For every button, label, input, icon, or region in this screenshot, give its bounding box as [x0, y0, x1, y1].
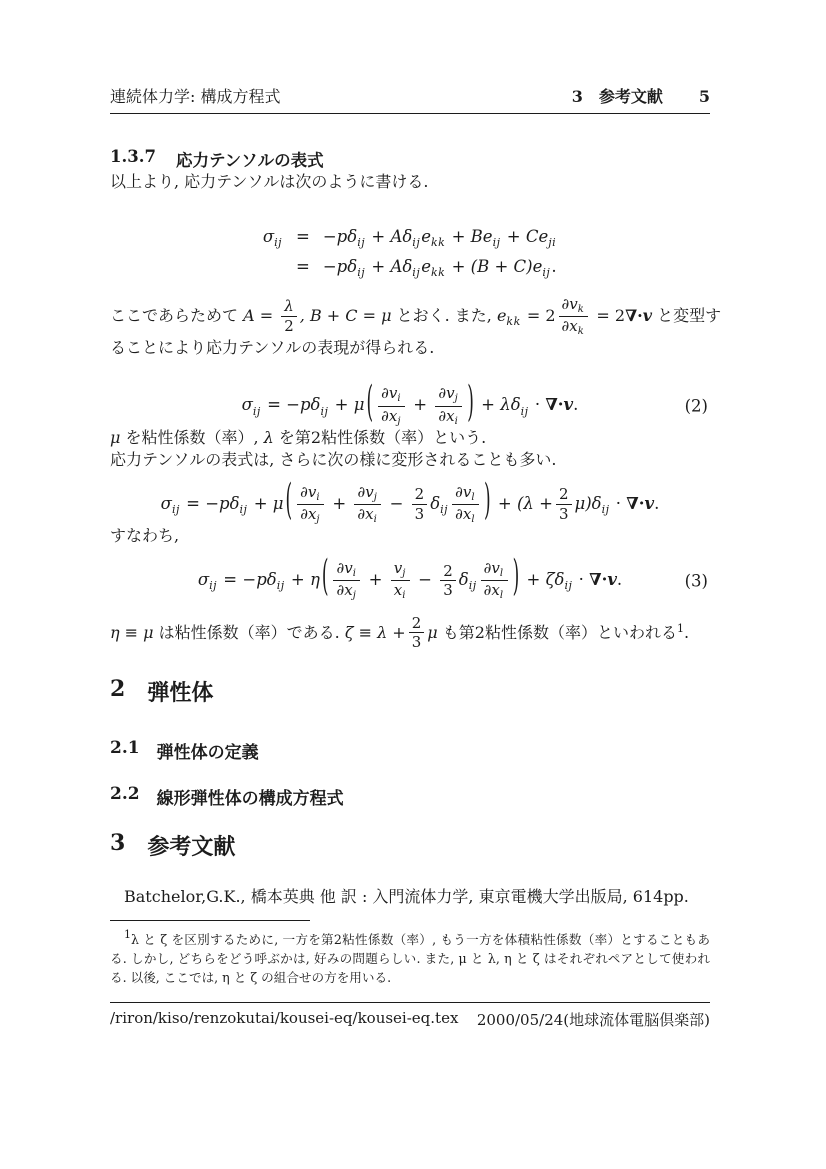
math-run: + Be: [446, 227, 493, 246]
nabla-operator: ∇·: [625, 306, 643, 326]
math-run: μ)δ: [574, 493, 602, 513]
math-op: +: [363, 570, 388, 590]
fraction-denominator: 3: [411, 633, 422, 652]
math-run: ∂v: [381, 384, 398, 403]
paragraph-4: 応力テンソルの表式は, さらに次の様に変形されることも多い.: [110, 449, 557, 469]
math-op: −: [412, 570, 438, 590]
text-run: ここであらためて: [110, 306, 244, 326]
math-sub: kk: [431, 266, 446, 279]
math-fraction: [378, 385, 405, 426]
math-sub: ij: [412, 236, 421, 249]
heading-number: 3: [110, 830, 126, 857]
math-sub: l: [499, 568, 504, 580]
section-heading-3: [110, 830, 710, 861]
math-op: ·: [573, 570, 590, 590]
header-rule: [110, 113, 710, 114]
math-rel: =: [218, 570, 243, 590]
math-sub: ij: [357, 236, 366, 249]
math-run: + Aδ: [366, 227, 413, 246]
fraction-denominator: 3: [443, 581, 453, 600]
text-run: と変型す: [652, 306, 722, 326]
text-run: は粘性係数（率）である.: [153, 622, 345, 642]
math-op: ·: [529, 395, 546, 415]
fraction-numerator: [297, 484, 324, 505]
math-run: ∂v: [483, 559, 500, 578]
math-sub: i: [352, 568, 357, 580]
fraction-denominator: [354, 505, 381, 525]
math-run: ∂x: [336, 581, 353, 600]
right-paren: ): [512, 552, 520, 602]
fraction-denominator: 2: [284, 317, 294, 336]
fraction-numerator: [452, 484, 479, 505]
heading-title: 応力テンソルの表式: [175, 151, 324, 170]
text-run: を第2粘性係数（率）という.: [273, 427, 487, 447]
math-run: ∂x: [300, 504, 317, 523]
header-doc-title: 連続体力学: 構成方程式: [110, 87, 281, 106]
math-run: −pδ: [242, 570, 277, 590]
math-run: .: [551, 257, 557, 276]
math-sub: j: [316, 513, 321, 525]
footnote-rule: [110, 920, 310, 921]
math-run: + (B + C)e: [446, 257, 543, 276]
fraction-numerator: [333, 560, 360, 581]
equation-tag: (3): [684, 571, 708, 591]
math-run: e: [421, 227, 431, 246]
heading-number: 1.3.7: [110, 147, 156, 166]
vector-v: v: [607, 570, 617, 590]
nabla-operator: ∇·: [589, 570, 608, 590]
math-run: x: [393, 581, 403, 600]
text-run: .: [683, 622, 690, 642]
math-fraction: [481, 560, 508, 601]
nabla-operator: ∇·: [626, 493, 645, 513]
heading-title: 参考文献: [147, 834, 236, 861]
fraction-denominator: [297, 505, 324, 525]
math-sub: ij: [320, 404, 329, 418]
eq-lhs: [263, 223, 283, 253]
footnote-number: 1: [124, 928, 131, 942]
math-run: ∂v: [300, 482, 317, 501]
math-run: A: [243, 306, 255, 326]
math-run: .: [654, 493, 660, 513]
math-run: + (λ +: [492, 493, 553, 513]
subsection-heading-22: [110, 784, 710, 809]
math-sub: i: [397, 393, 402, 405]
equation-2: [110, 378, 710, 428]
equation-array-1: [263, 223, 557, 283]
footnote-text: λ と ζ を区別するために, 一方を第2粘性係数（率）, もう一方を体積粘性係数（率）とすることもある. しかし, どちらをどう呼ぶかは, 好みの問題らしい. また, μ と λ, η と ζ はそれぞれペアとして使われる. 以後, ここでは, η と ζ の組合せの方を用いる.: [110, 932, 710, 986]
vector-v: v: [642, 306, 653, 326]
subsection-heading-21: [110, 738, 710, 763]
left-paren: (: [366, 378, 374, 428]
math-sub: ij: [252, 404, 261, 418]
math-run: −pδ: [322, 227, 358, 246]
math-sub: ij: [440, 502, 449, 516]
math-sub: ij: [171, 502, 180, 516]
math-run: δ: [430, 493, 441, 513]
math-sub: ij: [601, 502, 610, 516]
math-run: −pδ: [205, 493, 240, 513]
text-run: も第2粘性係数（率）といわれる: [437, 622, 677, 642]
math-run: ∂v: [336, 559, 353, 578]
footer-rule: [110, 1002, 710, 1003]
math-sub: l: [499, 590, 504, 602]
vector-v: v: [563, 395, 574, 415]
left-paren: (: [285, 476, 293, 526]
fraction-denominator: 3: [558, 504, 569, 523]
math-run: σ: [241, 395, 253, 415]
math-sub: ij: [520, 404, 529, 418]
math-run: −pδ: [286, 395, 321, 415]
math-run: μ: [427, 622, 438, 642]
reference-entry: Batchelor,G.K., 橋本英典 他 訳 : 入門流体力学, 東京電機大学出版局, 614pp.: [124, 887, 689, 907]
fraction-numerator: [378, 385, 405, 406]
header-right: [572, 84, 710, 107]
fraction-denominator: [559, 317, 589, 337]
math-op: −: [384, 493, 409, 513]
fraction-denominator: [378, 407, 405, 427]
math-fraction: [297, 484, 324, 525]
math-fraction: [412, 486, 428, 523]
math-sub: j: [402, 568, 406, 580]
math-run: μ: [110, 427, 121, 447]
math-run: −pδ: [322, 257, 358, 276]
math-run: + Ce: [501, 227, 549, 246]
header-section-name: 3 参考文献: [571, 87, 663, 106]
text-run: を粘性係数（率）,: [120, 427, 264, 447]
paragraph-3: [110, 427, 710, 449]
running-header: [110, 84, 710, 107]
equation-row: [263, 253, 557, 283]
left-paren: (: [321, 552, 329, 602]
math-fraction: [333, 560, 360, 601]
math-run: + μ: [329, 395, 365, 415]
math-fraction: [556, 486, 572, 523]
math-sub: ij: [276, 579, 285, 593]
equation-3: [110, 552, 710, 602]
section-heading-2: [110, 676, 710, 707]
fraction-numerator: [354, 484, 381, 505]
paragraph-2-line-2: ることにより応力テンソルの表現が得られる.: [110, 338, 435, 358]
paragraph-2-line-1: [110, 295, 722, 338]
fraction-denominator: [435, 407, 462, 427]
footer-date-credit: 2000/05/24(地球流体電脳倶楽部): [476, 1011, 710, 1030]
math-run: ∂x: [438, 406, 455, 425]
eq-lhs: [263, 253, 283, 283]
math-run: + μ: [248, 493, 284, 513]
math-sub: ij: [357, 266, 366, 279]
fraction-numerator: [559, 296, 589, 317]
fraction-numerator: λ: [281, 298, 297, 317]
math-run: δ: [458, 570, 469, 590]
math-sub: kk: [506, 315, 521, 329]
text-run: とおく. また,: [391, 306, 497, 326]
math-sub: j: [352, 590, 357, 602]
math-sub: i: [454, 415, 459, 427]
math-fraction: [409, 615, 425, 652]
math-run: ∂x: [357, 504, 374, 523]
equation-unnumbered: [110, 476, 710, 526]
vector-v: v: [644, 493, 655, 513]
math-fraction: [354, 484, 381, 525]
nabla-operator: ∇·: [545, 395, 564, 415]
footnote: [110, 925, 710, 987]
math-run: .: [573, 395, 579, 415]
math-run: ζ ≡ λ +: [344, 622, 406, 642]
fraction-numerator: [391, 560, 410, 581]
heading-title: 弾性体の定義: [156, 743, 259, 764]
heading-number: 2: [110, 676, 126, 703]
math-run: ∂x: [455, 504, 472, 523]
math-sub: kk: [431, 236, 446, 249]
footer-file-path: /riron/kiso/renzokutai/kousei-eq/kousei-eq.tex: [110, 1009, 459, 1028]
math-run: v: [393, 559, 403, 578]
paragraph-5: すなわち,: [110, 526, 180, 546]
heading-title: 線形弾性体の構成方程式: [156, 789, 344, 810]
heading-number: 2.2: [110, 784, 140, 805]
math-sub: l: [471, 491, 476, 503]
math-run: σ: [160, 493, 172, 513]
equation-tag: (2): [684, 396, 708, 416]
math-run: e: [496, 306, 507, 326]
math-run: σ: [262, 227, 275, 246]
math-fraction: [435, 385, 462, 426]
heading-number: 2.1: [110, 738, 140, 759]
right-paren: ): [467, 378, 474, 428]
page-number: 5: [698, 87, 710, 106]
math-sub: ij: [412, 266, 421, 279]
math-run: + Aδ: [366, 257, 413, 276]
math-fraction: [391, 560, 410, 601]
footnote-marker: 1: [676, 621, 684, 635]
math-sub: k: [577, 304, 585, 315]
math-run: ∂v: [357, 482, 374, 501]
fraction-numerator: 2: [412, 486, 428, 505]
math-sub: ij: [564, 579, 573, 593]
math-sub: ij: [274, 236, 283, 249]
math-run: ∂x: [483, 581, 500, 600]
math-sub: ij: [492, 236, 501, 249]
fraction-denominator: [391, 581, 410, 601]
math-sub: k: [577, 326, 585, 338]
fraction-denominator: [334, 581, 361, 601]
fraction-numerator: 2: [556, 486, 572, 505]
math-op: +: [408, 395, 433, 415]
math-run: ∂v: [455, 482, 472, 501]
page-footer: [110, 1009, 710, 1030]
math-sub: j: [397, 415, 401, 427]
math-op: ·: [610, 493, 627, 513]
math-sub: ji: [548, 236, 557, 249]
math-sub: i: [316, 491, 321, 503]
math-sub: ij: [468, 579, 477, 593]
fraction-denominator: 3: [414, 504, 425, 523]
math-sub: ij: [239, 502, 248, 516]
math-rel: =: [254, 306, 279, 326]
math-op: +: [327, 493, 352, 513]
equation-row: [263, 223, 557, 253]
math-rel: =: [296, 257, 310, 276]
math-run: λ: [263, 427, 274, 447]
math-sub: l: [471, 513, 476, 525]
math-run: σ: [197, 570, 210, 590]
heading-title: 弾性体: [147, 680, 214, 707]
fraction-numerator: [435, 385, 462, 406]
math-rel: = 2: [591, 306, 626, 326]
math-run: + ζδ: [521, 570, 565, 590]
math-sub: j: [373, 491, 378, 503]
fraction-denominator: [452, 505, 479, 525]
eq-rhs: [323, 253, 557, 283]
math-run: , B + C = μ: [299, 306, 392, 326]
fraction-numerator: 2: [409, 615, 425, 634]
paragraph-6: [110, 615, 710, 652]
math-rel: = 2: [521, 306, 556, 326]
math-sub: i: [373, 513, 378, 525]
math-rel: =: [296, 227, 310, 246]
page-content: [110, 84, 722, 1030]
math-fraction: [440, 563, 456, 600]
math-run: + η: [285, 570, 320, 590]
math-sub: j: [454, 393, 459, 405]
math-rel: =: [180, 493, 206, 513]
fraction-denominator: [481, 581, 508, 601]
math-run: .: [616, 570, 623, 590]
math-fraction: [559, 296, 589, 337]
paragraph-1: 以上より, 応力テンソルは次のように書ける.: [110, 172, 429, 191]
math-run: + λδ: [475, 395, 521, 415]
fraction-numerator: [481, 560, 508, 581]
math-run: ∂x: [561, 317, 578, 336]
math-sub: ij: [209, 579, 218, 593]
math-run: ∂x: [381, 406, 398, 425]
subsection-heading-137: [110, 147, 710, 171]
math-sub: i: [402, 590, 406, 602]
math-run: η ≡ μ: [110, 622, 154, 642]
math-run: ∂v: [438, 384, 455, 403]
right-paren: ): [484, 476, 491, 526]
math-fraction: [452, 484, 479, 525]
math-rel: =: [261, 395, 287, 415]
math-fraction: [281, 298, 297, 335]
eq-rhs: [323, 223, 557, 253]
math-sub: ij: [542, 266, 551, 279]
math-run: e: [421, 257, 431, 276]
fraction-numerator: 2: [440, 563, 456, 582]
math-run: ∂v: [561, 295, 578, 313]
